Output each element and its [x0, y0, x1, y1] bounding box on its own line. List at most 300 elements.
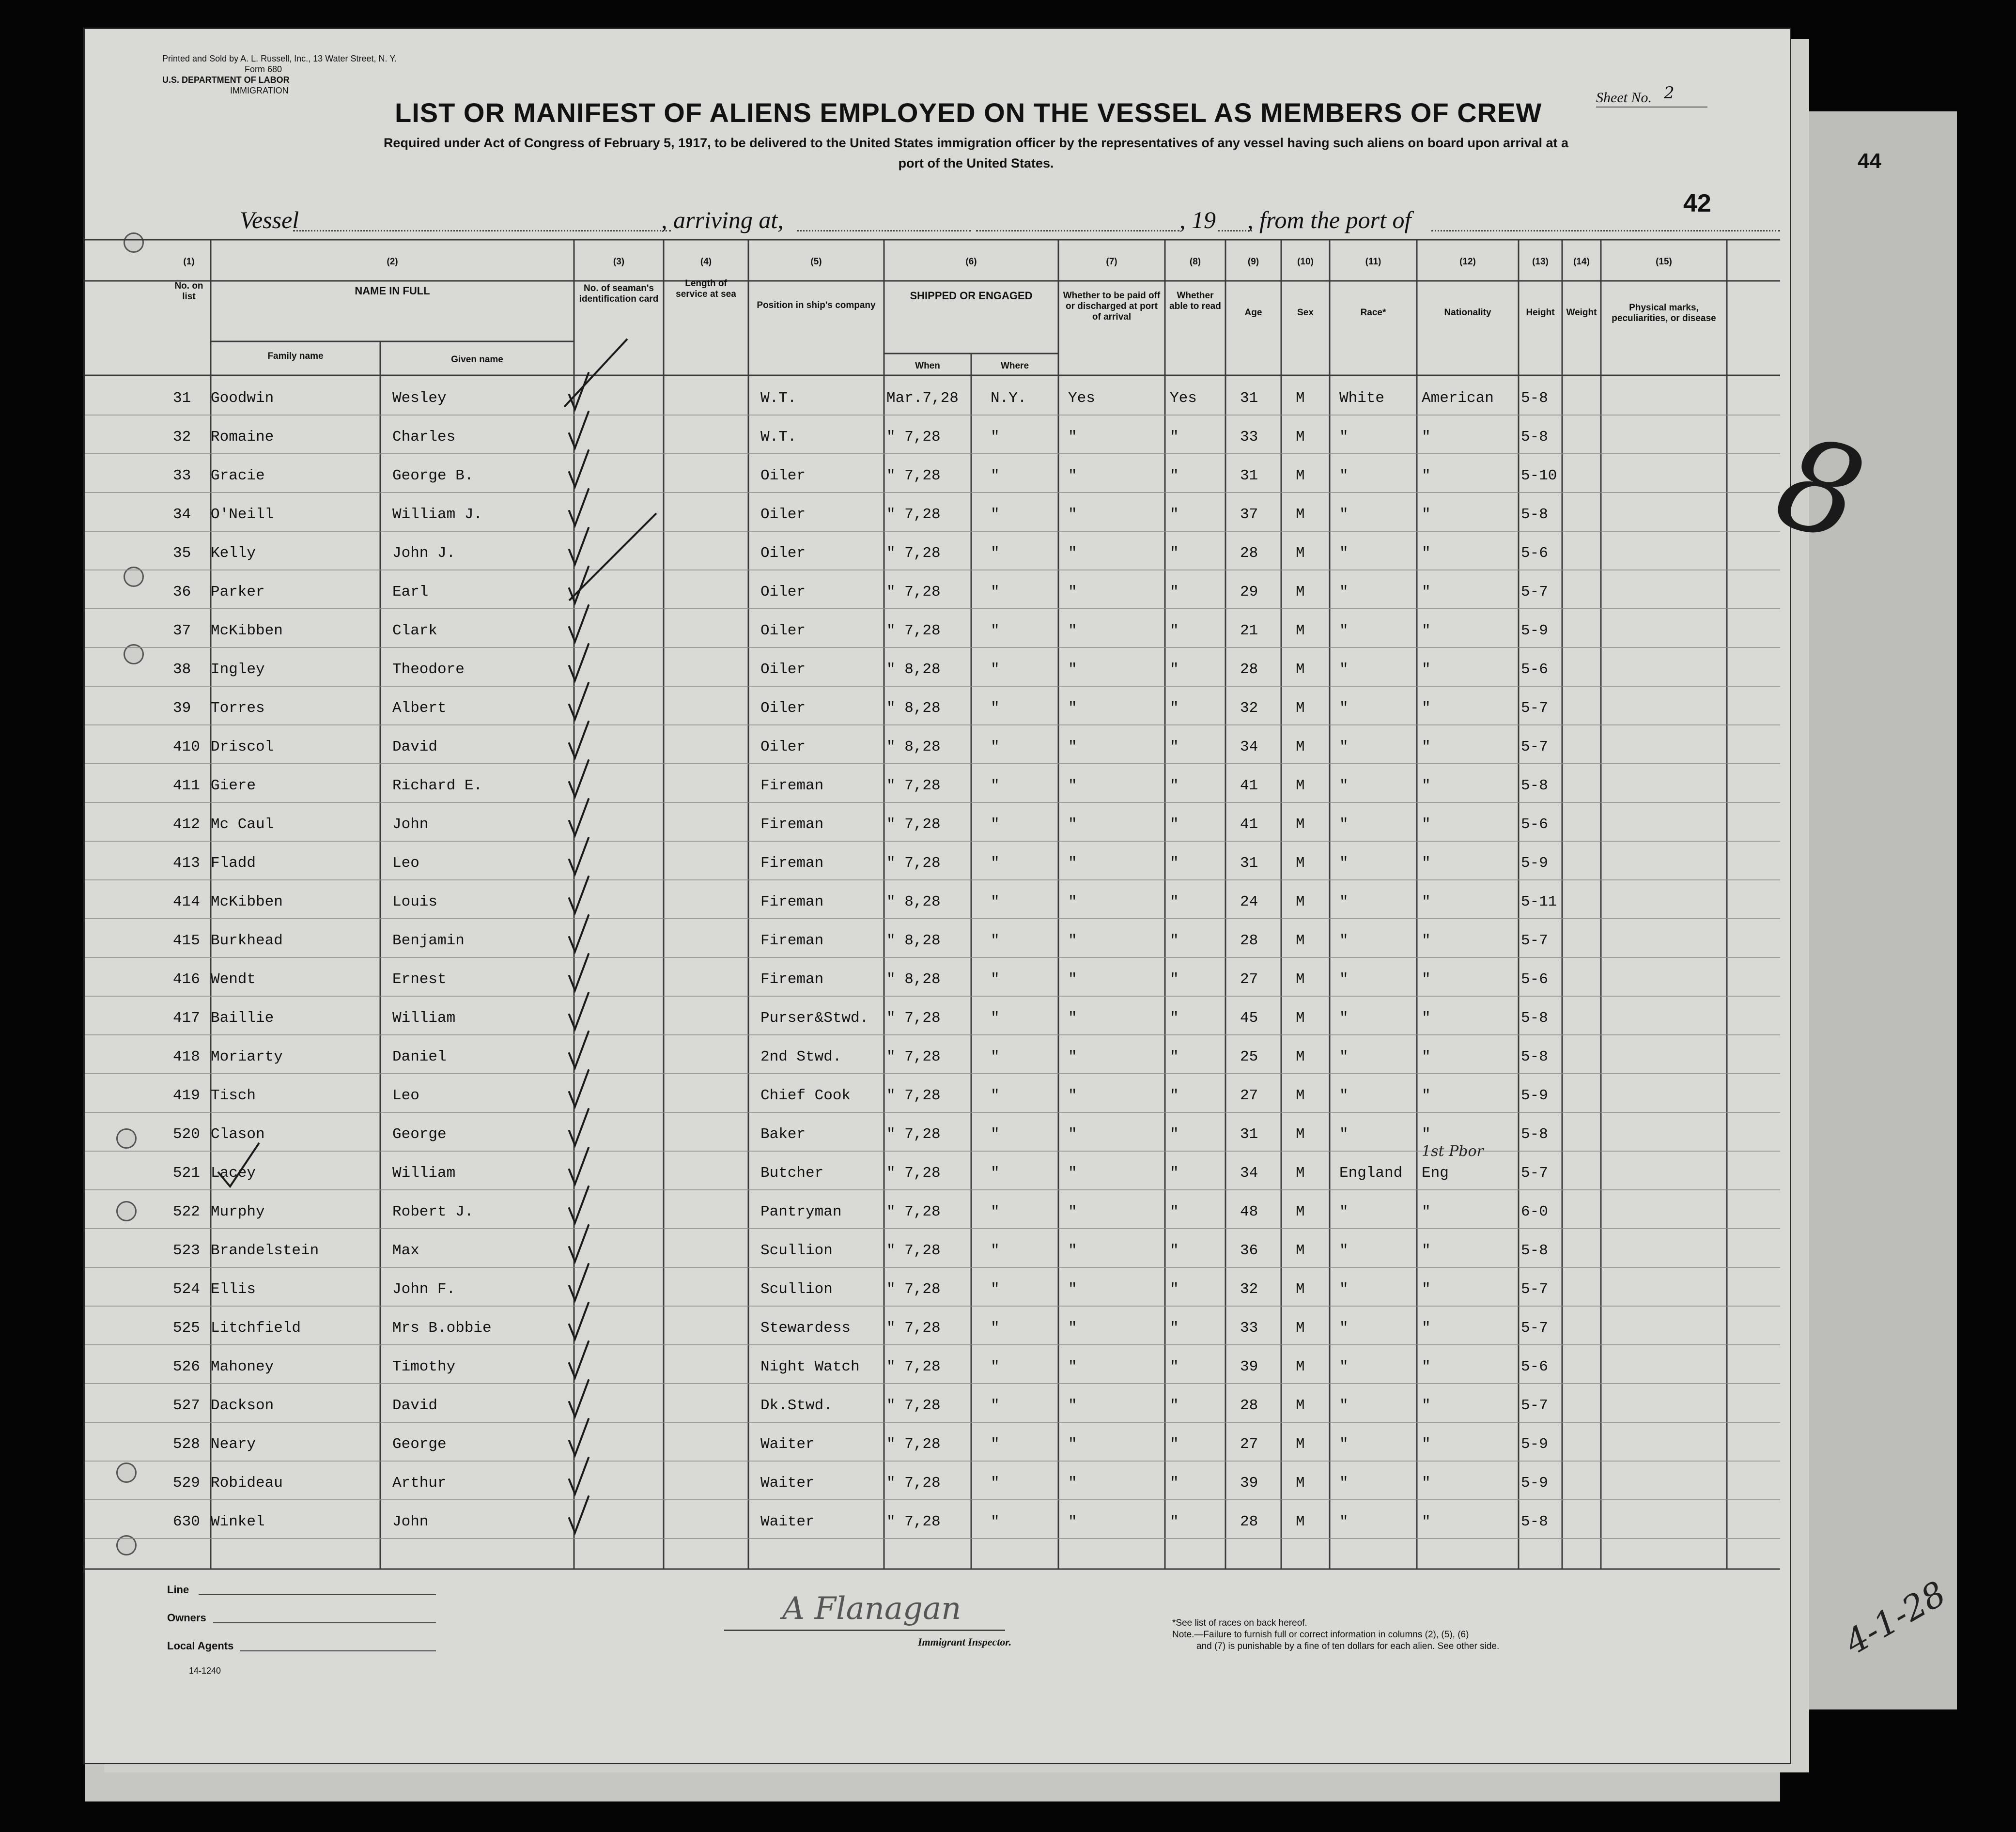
owners-field[interactable]	[213, 1622, 436, 1623]
cell-age: 39	[1240, 1475, 1258, 1492]
cell-family-name: McKibben	[211, 893, 283, 910]
cell-given-name: George	[392, 1126, 447, 1143]
subtitle-line1: Required under Act of Congress of February 5, 1917, to be delivered to the United States immigration officer by the representatives of any vessel having such aliens on board upon arrival at a	[383, 136, 1569, 150]
cell-able-to-read: "	[1170, 1165, 1179, 1182]
cell-given-name: Arthur	[392, 1475, 447, 1492]
cell-family-name: Goodwin	[211, 390, 274, 407]
cell-age: 31	[1240, 1126, 1258, 1143]
cell-row-number: 522	[173, 1203, 200, 1220]
cell-able-to-read: "	[1170, 1397, 1179, 1414]
cell-shipped-when: " 8,28	[886, 932, 941, 949]
col6-label: SHIPPED OR ENGAGED	[910, 290, 1033, 302]
cell-given-name: Earl	[392, 584, 429, 600]
cell-able-to-read: "	[1170, 893, 1179, 910]
cell-row-number: 36	[173, 584, 191, 600]
cell-height: 5-7	[1521, 1397, 1548, 1414]
cell-paid-off: "	[1068, 1010, 1077, 1027]
cell-age: 41	[1240, 816, 1258, 833]
cell-position: Night Watch	[760, 1358, 860, 1375]
cell-shipped-where: "	[991, 1126, 1000, 1143]
cell-given-name: William J.	[392, 506, 483, 523]
signature-line	[724, 1630, 1005, 1631]
cell-paid-off: "	[1068, 622, 1077, 639]
cell-family-name: Tisch	[211, 1087, 256, 1104]
vessel-label: Vessel	[240, 206, 299, 233]
cell-family-name: Dackson	[211, 1397, 274, 1414]
cell-nationality: "	[1422, 932, 1431, 949]
cell-age: 32	[1240, 700, 1258, 717]
cell-age: 25	[1240, 1048, 1258, 1065]
form-code: 14-1240	[189, 1666, 221, 1676]
cell-shipped-where: "	[991, 545, 1000, 562]
cell-race: "	[1339, 932, 1349, 949]
check-mark	[569, 605, 589, 642]
cell-position: Purser&Stwd.	[760, 1010, 869, 1027]
cell-paid-off: "	[1068, 1203, 1077, 1220]
col13-label: Height	[1526, 308, 1555, 318]
cell-height: 5-7	[1521, 739, 1548, 755]
check-mark	[569, 1031, 589, 1068]
cell-race: "	[1339, 971, 1349, 988]
check-mark	[569, 412, 589, 448]
col6-number: (6)	[965, 257, 977, 267]
cell-sex: M	[1296, 1320, 1305, 1337]
cell-shipped-when: " 7,28	[886, 1126, 941, 1143]
cell-row-number: 524	[173, 1281, 200, 1298]
cell-position: Fireman	[760, 893, 824, 910]
cell-age: 28	[1240, 1397, 1258, 1414]
cell-given-name: Leo	[392, 855, 419, 872]
cell-age: 31	[1240, 390, 1258, 407]
cell-paid-off: "	[1068, 1397, 1077, 1414]
cell-given-name: Timothy	[392, 1358, 456, 1375]
cell-race: "	[1339, 1010, 1349, 1027]
col2-given: Given name	[451, 354, 503, 365]
cell-age: 27	[1240, 1087, 1258, 1104]
cell-able-to-read: "	[1170, 1281, 1179, 1298]
cell-shipped-where: "	[991, 429, 1000, 446]
check-mark	[569, 722, 589, 758]
cell-height: 5-10	[1521, 467, 1557, 484]
cell-nationality: Eng	[1422, 1165, 1449, 1182]
cell-given-name: Ernest	[392, 971, 447, 988]
cell-height: 5-7	[1521, 932, 1548, 949]
check-mark	[569, 760, 589, 797]
cell-age: 36	[1240, 1242, 1258, 1259]
cell-row-number: 410	[173, 739, 200, 755]
cell-shipped-where: "	[991, 1358, 1000, 1375]
check-mark	[569, 528, 589, 564]
cell-age: 48	[1240, 1203, 1258, 1220]
cell-paid-off: "	[1068, 739, 1077, 755]
cell-nationality: "	[1422, 1436, 1431, 1453]
cell-race: "	[1339, 855, 1349, 872]
check-mark	[569, 877, 589, 913]
col10-number: (10)	[1297, 257, 1314, 267]
cell-shipped-where: "	[991, 1320, 1000, 1337]
col14-number: (14)	[1573, 257, 1590, 267]
col11-label: Race*	[1360, 308, 1386, 318]
cell-age: 27	[1240, 1436, 1258, 1453]
cell-nationality: "	[1422, 1126, 1431, 1143]
col12-number: (12)	[1459, 257, 1476, 267]
cell-position: Stewardess	[760, 1320, 851, 1337]
cell-position: Fireman	[760, 932, 824, 949]
cell-position: Oiler	[760, 545, 806, 562]
cell-family-name: Brandelstein	[211, 1242, 319, 1259]
cell-family-name: O'Neill	[211, 506, 274, 523]
cell-nationality: "	[1422, 971, 1431, 988]
cell-age: 24	[1240, 893, 1258, 910]
cell-height: 5-7	[1521, 584, 1548, 600]
cell-row-number: 528	[173, 1436, 200, 1453]
cell-shipped-when: " 8,28	[886, 700, 941, 717]
cell-shipped-where: "	[991, 777, 1000, 794]
cell-height: 5-8	[1521, 1242, 1548, 1259]
cell-paid-off: "	[1068, 467, 1077, 484]
cell-sex: M	[1296, 622, 1305, 639]
cell-able-to-read: "	[1170, 1126, 1179, 1143]
col5-label: Position in ship's company	[757, 300, 876, 310]
cell-height: 5-8	[1521, 1048, 1548, 1065]
cell-position: Oiler	[760, 622, 806, 639]
cell-family-name: Gracie	[211, 467, 265, 484]
cell-shipped-where: "	[991, 1203, 1000, 1220]
cell-shipped-when: " 8,28	[886, 739, 941, 755]
cell-able-to-read: "	[1170, 506, 1179, 523]
cell-height: 5-7	[1521, 1281, 1548, 1298]
cell-able-to-read: "	[1170, 932, 1179, 949]
cell-race: "	[1339, 622, 1349, 639]
cell-row-number: 523	[173, 1242, 200, 1259]
cell-row-number: 418	[173, 1048, 200, 1065]
cell-age: 29	[1240, 584, 1258, 600]
cell-shipped-when: " 7,28	[886, 1358, 941, 1375]
cell-paid-off: "	[1068, 1048, 1077, 1065]
col11-number: (11)	[1365, 257, 1381, 267]
cell-sex: M	[1296, 1126, 1305, 1143]
cell-family-name: Driscol	[211, 739, 274, 755]
cell-shipped-when: " 7,28	[886, 816, 941, 833]
cell-nationality: "	[1422, 1320, 1431, 1337]
cell-given-name: John F.	[392, 1281, 456, 1298]
cell-race: "	[1339, 429, 1349, 446]
cell-shipped-where: "	[991, 855, 1000, 872]
cell-given-name: David	[392, 1397, 438, 1414]
check-mark	[569, 838, 589, 874]
cell-family-name: Lacey	[211, 1165, 256, 1182]
cell-row-number: 525	[173, 1320, 200, 1337]
cell-given-name: Benjamin	[392, 932, 465, 949]
cell-family-name: Murphy	[211, 1203, 265, 1220]
cell-row-number: 520	[173, 1126, 200, 1143]
cell-paid-off: "	[1068, 661, 1077, 678]
cell-shipped-when: " 7,28	[886, 622, 941, 639]
col8-number: (8)	[1189, 257, 1201, 267]
check-mark	[569, 683, 589, 719]
cell-height: 5-9	[1521, 855, 1548, 872]
check-mark	[569, 489, 589, 525]
cell-height: 5-9	[1521, 1087, 1548, 1104]
check-mark	[569, 993, 589, 1029]
margin-mark: 8	[1762, 408, 1878, 571]
check-mark	[569, 1070, 589, 1107]
cell-nationality: "	[1422, 816, 1431, 833]
cell-age: 28	[1240, 1513, 1258, 1530]
line-label: Line	[167, 1584, 189, 1596]
cell-position: Dk.Stwd.	[760, 1397, 833, 1414]
cell-shipped-when: Mar.7,28	[886, 390, 959, 407]
cell-row-number: 31	[173, 390, 191, 407]
cell-family-name: Ellis	[211, 1281, 256, 1298]
cell-race: "	[1339, 1475, 1349, 1492]
cell-given-name: Max	[392, 1242, 419, 1259]
cell-row-number: 37	[173, 622, 191, 639]
cell-shipped-where: "	[991, 661, 1000, 678]
cell-height: 5-6	[1521, 816, 1548, 833]
cell-paid-off: "	[1068, 506, 1077, 523]
cell-sex: M	[1296, 661, 1305, 678]
cell-shipped-where: "	[991, 1397, 1000, 1414]
cell-row-number: 417	[173, 1010, 200, 1027]
cell-nationality: "	[1422, 506, 1431, 523]
cell-shipped-when: " 7,28	[886, 1475, 941, 1492]
cell-nationality: "	[1422, 467, 1431, 484]
cell-age: 21	[1240, 622, 1258, 639]
cell-paid-off: "	[1068, 1126, 1077, 1143]
cell-given-name: John J.	[392, 545, 456, 562]
cell-position: 2nd Stwd.	[760, 1048, 842, 1065]
cell-given-name: Leo	[392, 1087, 419, 1104]
check-mark	[569, 1264, 589, 1300]
cell-row-number: 414	[173, 893, 200, 910]
cell-age: 34	[1240, 1165, 1258, 1182]
cell-family-name: Torres	[211, 700, 265, 717]
cell-given-name: Richard E.	[392, 777, 483, 794]
cell-race: "	[1339, 467, 1349, 484]
col14-label: Weight	[1566, 308, 1597, 318]
cell-age: 28	[1240, 661, 1258, 678]
cell-able-to-read: "	[1170, 584, 1179, 600]
cell-paid-off: "	[1068, 855, 1077, 872]
cell-height: 5-7	[1521, 1320, 1548, 1337]
cell-able-to-read: "	[1170, 467, 1179, 484]
col13-number: (13)	[1532, 257, 1549, 267]
agents-label: Local Agents	[167, 1640, 234, 1652]
col15-number: (15)	[1656, 257, 1672, 267]
cell-sex: M	[1296, 816, 1305, 833]
cell-nationality: "	[1422, 545, 1431, 562]
cell-family-name: Mahoney	[211, 1358, 274, 1375]
cell-able-to-read: "	[1170, 1475, 1179, 1492]
cell-height: 5-9	[1521, 1475, 1548, 1492]
cell-age: 37	[1240, 506, 1258, 523]
agents-field[interactable]	[240, 1650, 436, 1651]
cell-race: "	[1339, 1087, 1349, 1104]
cell-shipped-when: " 7,28	[886, 1436, 941, 1453]
cell-paid-off: "	[1068, 429, 1077, 446]
cell-row-number: 526	[173, 1358, 200, 1375]
cell-race: "	[1339, 893, 1349, 910]
cell-nationality: "	[1422, 1203, 1431, 1220]
cell-given-name: Clark	[392, 622, 438, 639]
cell-race: "	[1339, 1203, 1349, 1220]
cell-row-number: 413	[173, 855, 200, 872]
cell-given-name: Louis	[392, 893, 438, 910]
cell-row-number: 33	[173, 467, 191, 484]
from-port-label: , from the port of	[1247, 206, 1411, 233]
cell-position: W.T.	[760, 429, 797, 446]
cell-able-to-read: "	[1170, 1436, 1179, 1453]
cell-sex: M	[1296, 1358, 1305, 1375]
check-mark	[569, 799, 589, 835]
cell-paid-off: "	[1068, 700, 1077, 717]
cell-row-number: 415	[173, 932, 200, 949]
cell-family-name: Wendt	[211, 971, 256, 988]
line-field[interactable]	[199, 1594, 436, 1595]
cell-shipped-when: " 7,28	[886, 584, 941, 600]
cell-nationality: "	[1422, 622, 1431, 639]
cell-given-name: Charles	[392, 429, 456, 446]
cell-paid-off: "	[1068, 971, 1077, 988]
cell-position: Oiler	[760, 661, 806, 678]
cell-shipped-where: "	[991, 584, 1000, 600]
cell-row-number: 630	[173, 1513, 200, 1530]
cell-given-name: David	[392, 739, 438, 755]
cell-shipped-when: " 7,28	[886, 429, 941, 446]
cell-race: "	[1339, 1048, 1349, 1065]
cell-nationality: "	[1422, 584, 1431, 600]
cell-shipped-where: "	[991, 1513, 1000, 1530]
cell-race: "	[1339, 777, 1349, 794]
cell-position: Scullion	[760, 1242, 833, 1259]
cell-shipped-when: " 8,28	[886, 661, 941, 678]
cell-sex: M	[1296, 700, 1305, 717]
col12-label: Nationality	[1444, 308, 1491, 318]
cell-sex: M	[1296, 1203, 1305, 1220]
cell-position: Fireman	[760, 777, 824, 794]
col15-label: Physical marks, peculiarities, or disease	[1612, 303, 1716, 323]
cell-paid-off: "	[1068, 1475, 1077, 1492]
cell-sex: M	[1296, 971, 1305, 988]
footnotes	[1172, 1617, 1499, 1652]
cell-position: Oiler	[760, 700, 806, 717]
year-label: , 19	[1179, 206, 1216, 233]
cell-position: Scullion	[760, 1281, 833, 1298]
cell-race: "	[1339, 700, 1349, 717]
cell-race: "	[1339, 739, 1349, 755]
cell-nationality: "	[1422, 893, 1431, 910]
owners-label: Owners	[167, 1612, 206, 1624]
cell-age: 31	[1240, 855, 1258, 872]
cell-age: 28	[1240, 545, 1258, 562]
cell-family-name: Litchfield	[211, 1320, 301, 1337]
cell-sex: M	[1296, 777, 1305, 794]
col9-number: (9)	[1247, 257, 1259, 267]
cell-shipped-when: " 7,28	[886, 1165, 941, 1182]
cell-position: Waiter	[760, 1475, 815, 1492]
service: IMMIGRATION	[230, 86, 289, 95]
cell-row-number: 419	[173, 1087, 200, 1104]
cell-shipped-when: " 8,28	[886, 971, 941, 988]
cell-given-name: George B.	[392, 467, 474, 484]
cell-position: Waiter	[760, 1513, 815, 1530]
cell-shipped-where: "	[991, 1165, 1000, 1182]
cell-height: 5-11	[1521, 893, 1557, 910]
cell-family-name: Baillie	[211, 1010, 274, 1027]
cell-race: "	[1339, 545, 1349, 562]
cell-sex: M	[1296, 932, 1305, 949]
cell-family-name: Ingley	[211, 661, 265, 678]
margin-number: 44	[1858, 149, 1881, 173]
cell-able-to-read: "	[1170, 1242, 1179, 1259]
cell-shipped-when: " 7,28	[886, 1397, 941, 1414]
cell-given-name: William	[392, 1010, 456, 1027]
cell-shipped-when: " 7,28	[886, 1513, 941, 1530]
cell-given-name: Albert	[392, 700, 447, 717]
cell-shipped-when: " 7,28	[886, 1281, 941, 1298]
cell-race: "	[1339, 1242, 1349, 1259]
cell-sex: M	[1296, 1475, 1305, 1492]
cell-age: 32	[1240, 1281, 1258, 1298]
inspector-label: Immigrant Inspector.	[918, 1636, 1012, 1648]
cell-sex: M	[1296, 739, 1305, 755]
cell-age: 41	[1240, 777, 1258, 794]
cell-position: Baker	[760, 1126, 806, 1143]
col6-when: When	[915, 361, 940, 371]
cell-family-name: Kelly	[211, 545, 256, 562]
col5-number: (5)	[810, 257, 822, 267]
check-mark	[569, 644, 589, 680]
cell-family-name: Winkel	[211, 1513, 265, 1530]
cell-nationality: "	[1422, 1358, 1431, 1375]
cell-height: 5-8	[1521, 1010, 1548, 1027]
cell-sex: M	[1296, 855, 1305, 872]
cell-shipped-where: "	[991, 932, 1000, 949]
check-mark	[569, 1109, 589, 1145]
cell-row-number: 38	[173, 661, 191, 678]
page-title: LIST OR MANIFEST OF ALIENS EMPLOYED ON THE VESSEL AS MEMBERS OF CREW	[395, 97, 1542, 128]
cell-paid-off: "	[1068, 545, 1077, 562]
cell-sex: M	[1296, 545, 1305, 562]
col6-where: Where	[1000, 361, 1029, 371]
cell-able-to-read: "	[1170, 1320, 1179, 1337]
cell-sex: M	[1296, 1281, 1305, 1298]
corner-note: 4-1-28	[1838, 1573, 1953, 1663]
cell-shipped-when: " 7,28	[886, 1087, 941, 1104]
cell-shipped-where: "	[991, 1087, 1000, 1104]
check-mark	[569, 1225, 589, 1262]
cell-row-number: 34	[173, 506, 191, 523]
cell-position: Butcher	[760, 1165, 824, 1182]
cell-sex: M	[1296, 1513, 1305, 1530]
cell-shipped-where: N.Y.	[991, 390, 1027, 407]
check-mark	[569, 954, 589, 990]
cell-height: 5-8	[1521, 1513, 1548, 1530]
cell-given-name: John	[392, 816, 429, 833]
cell-race: "	[1339, 1513, 1349, 1530]
cell-race: "	[1339, 1320, 1349, 1337]
cell-nationality: "	[1422, 661, 1431, 678]
cell-height: 5-6	[1521, 545, 1548, 562]
cell-nationality: "	[1422, 700, 1431, 717]
col4-label: Length of service at sea	[676, 278, 736, 299]
cell-able-to-read: "	[1170, 1010, 1179, 1027]
cell-shipped-where: "	[991, 1436, 1000, 1453]
cell-race: "	[1339, 584, 1349, 600]
cell-position: W.T.	[760, 390, 797, 407]
check-mark	[569, 1419, 589, 1455]
